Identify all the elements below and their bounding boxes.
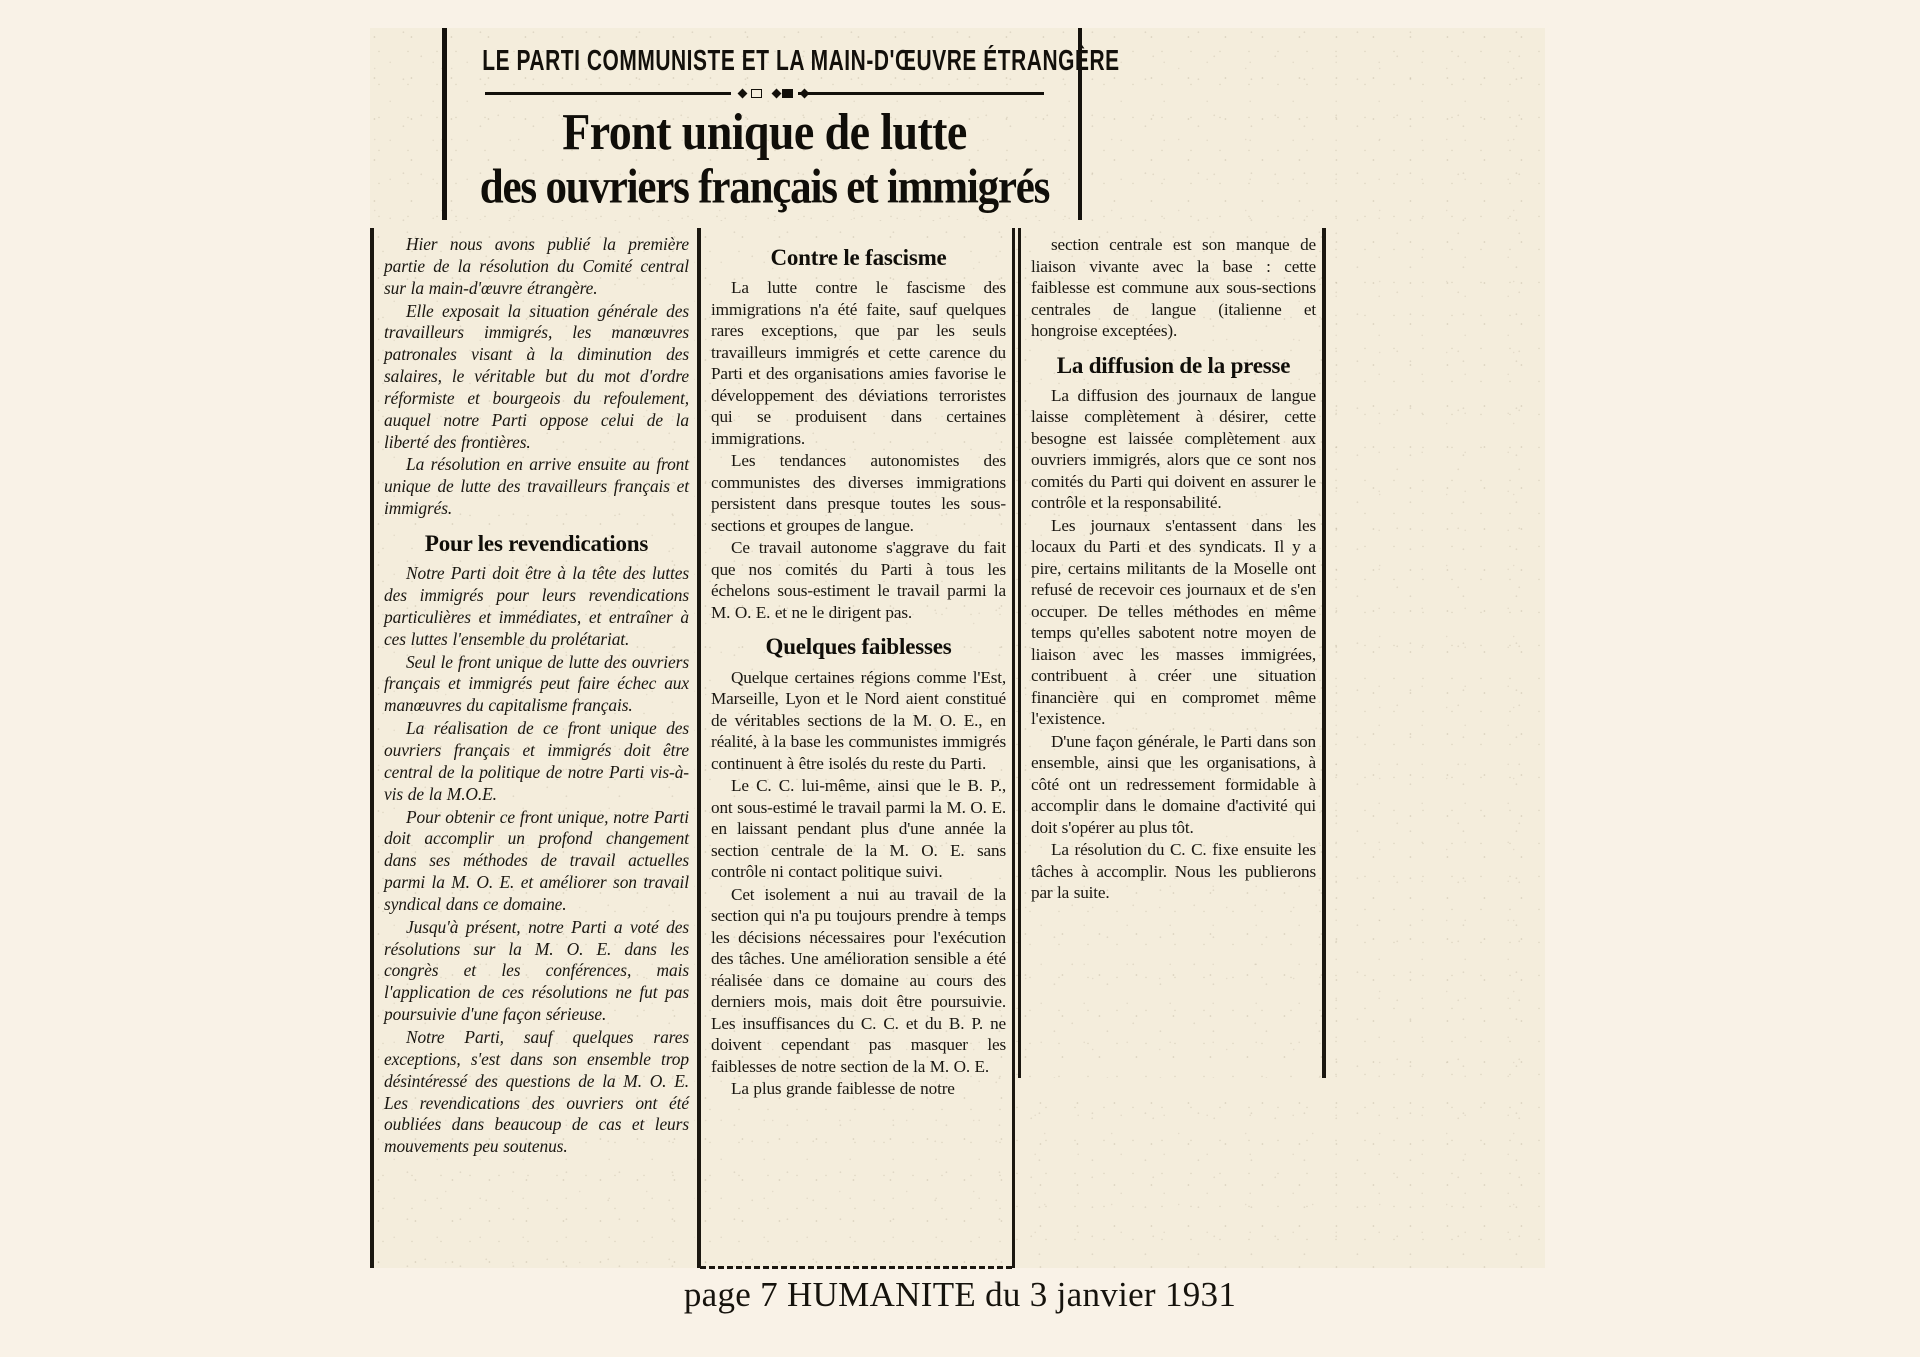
rule-diamond-left [738,89,748,99]
newspaper-clipping [370,28,1545,1268]
body-paragraph: Ce travail autonome s'aggrave du fait que nos comités du Parti à tous les échelons sous-estiment le travail parmi la M. O. E. et ne le dirigent pas. [711,538,1006,622]
body-paragraph: Hier nous avons publié la première partie de la résolution du Comité central sur la main-d'œuvre étrangère. [384,234,689,298]
column-1 [370,228,695,1268]
body-paragraph: Les journaux s'entassent dans les locaux du Parti et des syndicats. Il y a pire, certains militants de la Moselle ont refusé de recevoir ces journaux et de s'en occuper. De telles méthodes en même temps qu'elles sabotent notre moyen de liaison avec les masses immigrées, contribuent à créer une situation financière qui en compromet même l'existence. [1031,515,1316,729]
masthead [442,28,1120,220]
body-paragraph: Notre Parti, sauf quelques rares exceptions, s'est dans son ensemble trop désintéressé des questions de la M. O. E. Les revendications des ouvriers ont été oubliées dans beaucoup de cas et leurs mouvements peu soutenus. [384,1026,689,1157]
rule-lozenge-left [751,89,762,98]
section-heading: Quelques faiblesses [765,634,952,660]
ornamental-rule [485,85,1043,101]
body-paragraph: Seul le front unique de lutte des ouvriers français et immigrés peut faire échec aux manœuvres du capitalisme français. [384,651,689,716]
rule-lozenge-right [782,89,793,98]
section-heading: Pour les revendications [424,530,649,556]
section-heading: La diffusion de la presse [1056,352,1291,378]
body-paragraph: Quelque certaines régions comme l'Est, Marseille, Lyon et le Nord aient constitué de véritables sections de la M. O. E., en réalité, à la base les communistes immigrés continuent à être isolés du reste du Parti. [711,667,1006,773]
column-2-closing-rule [700,1266,1012,1269]
body-paragraph: La résolution en arrive ensuite au front unique de lutte des travailleurs français et immigrés. [384,454,689,519]
body-paragraph: La diffusion des journaux de langue laisse complètement à désirer, cette besogne est laissée complètement aux ouvriers immigrés, alors que ce sont nos comités du Parti qui doivent en assurer le contrôle et la responsabilité. [1031,385,1316,513]
rule-diamond-center [771,89,781,99]
article-columns [370,228,1545,1268]
headline-line-1: Front unique de lutte [562,103,967,161]
clipping-caption: page 7 HUMANITE du 3 janvier 1931 [683,1275,1237,1314]
body-paragraph: Notre Parti doit être à la tête des luttes des immigrés pour leurs revendications particulières et immédiates, et entraîner à ces luttes l'ensemble du prolétariat. [384,563,689,649]
body-paragraph: Cet isolement a nui au travail de la section qui n'a pu toujours prendre à temps les décisions nécessaires pour l'exécution des tâches. Une amélioration sensible a été réalisée dans ce domaine au cours des derniers mois, mais doit être poursuivie. Les insuffisances du C. C. et du B. P. ne doivent cependant pas masquer les faiblesses de notre section de la M. O. E. [711,884,1006,1076]
body-paragraph: Jusqu'à présent, notre Parti a voté des résolutions sur la M. O. E. dans les congrès et les conférences, mais l'application de ces résolutions ne fut pas poursuivie d'une façon sérieuse. [384,916,689,1025]
body-paragraph: Les tendances autonomistes des communistes des diverses immigrations persistent dans presque toutes les sous-sections et groupes de langue. [711,451,1006,535]
section-heading: Contre le fascisme [770,245,947,270]
body-paragraph: La plus grande faiblesse de notre [731,1079,955,1099]
body-paragraph: section centrale est son manque de liaison vivante avec la base : cette faiblesse est commune aux sous-sections centrales de langue (italienne et hongroise exceptées). [1031,235,1316,340]
rule-right-bar [798,92,1044,95]
column-3 [1018,228,1326,1078]
body-paragraph: Elle exposait la situation générale des travailleurs immigrés, les manœuvres patronales visant à la diminution des salaires, le véritable but du mot d'ordre réformiste et bourgeois du refoulement, auquel notre Parti oppose celui de la liberté des frontières. [384,300,689,452]
body-paragraph: Pour obtenir ce front unique, notre Parti doit accomplir un profond changement dans ses méthodes de travail actuelles parmi la M. O. E. et améliorer son travail syndical dans ce domaine. [384,806,689,914]
body-paragraph: La lutte contre le fascisme des immigrations n'a été faite, sauf quelques rares exceptions, que par les seuls travailleurs immigrés et cette carence du Parti et des organisations amies favorise le développement des déviations terroristes qui se produisent dans certaines immigrations. [711,278,1006,448]
column-2 [697,228,1015,1268]
page-title [461,103,1068,215]
headline-line-2: des ouvriers français et immigrés [479,160,1050,214]
body-paragraph: Le C. C. lui-même, ainsi que le B. P., ont sous-estimé le travail parmi la M. O. E. en laissant pendant plus d'une année la section centrale de la M. O. E. sans contrôle ni contact politique suivi. [711,776,1006,882]
body-paragraph: D'une façon générale, le Parti dans son ensemble, ainsi que les organisations, à côté ont un redressement formidable à accomplir dans le domaine d'activité qui doit s'opérer au plus tôt. [1031,731,1316,837]
body-paragraph: La résolution du C. C. fixe ensuite les tâches à accomplir. Nous les publierons par la suite. [1031,840,1316,903]
kicker-headline: LE PARTI COMMUNISTE ET LA MAIN-D'ŒUVRE ÉTRANGÈRE [482,45,1120,77]
rule-left-bar [485,92,731,95]
body-paragraph: La réalisation de ce front unique des ouvriers français et immigrés doit être central de la politique de notre Parti vis-à-vis de la M.O.E. [384,718,689,804]
